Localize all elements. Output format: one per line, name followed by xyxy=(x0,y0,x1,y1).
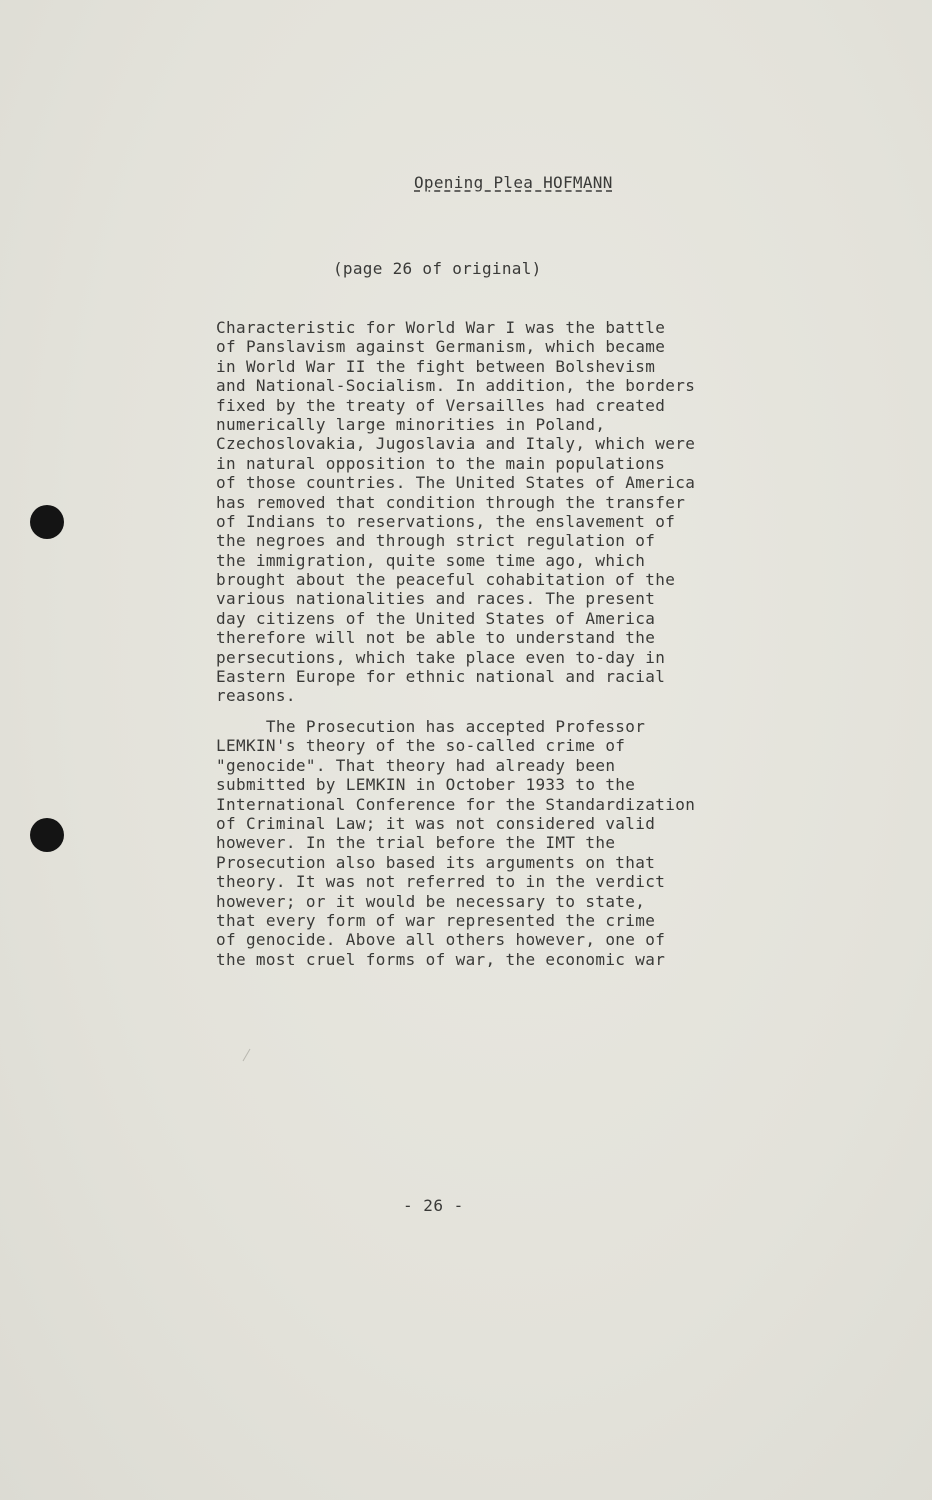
text-line: has removed that condition through the transfer xyxy=(216,492,686,512)
paragraph-2 xyxy=(216,717,816,969)
text-line: of Indians to reservations, the enslavement of xyxy=(216,511,676,531)
text-line: reasons. xyxy=(216,686,296,706)
text-line: The Prosecution has accepted Professor xyxy=(216,717,646,736)
text-line: various nationalities and races. The present xyxy=(216,589,656,609)
text-line: numerically large minorities in Poland, xyxy=(216,414,606,434)
text-line: that every form of war represented the crime xyxy=(216,910,656,930)
page-reference: (page 26 of original) xyxy=(333,259,542,278)
text-line: day citizens of the United States of America xyxy=(216,608,656,628)
text-line: of those countries. The United States of America xyxy=(216,473,696,493)
document-heading: Opening Plea HOFMANN xyxy=(414,173,613,192)
text-line: submitted by LEMKIN in October 1933 to the xyxy=(216,775,636,795)
text-line: however; or it would be necessary to state, xyxy=(216,891,646,911)
page-number: - 26 - xyxy=(403,1196,464,1215)
text-line: brought about the peaceful cohabitation of the xyxy=(216,570,676,590)
text-line: persecutions, which take place even to-day in xyxy=(216,647,666,667)
text-line: in World War II the fight between Bolshevism xyxy=(216,356,656,376)
text-line: theory. It was not referred to in the verdict xyxy=(216,872,666,892)
text-line: "genocide". That theory had already been xyxy=(216,755,616,775)
text-line: of Criminal Law; it was not considered valid xyxy=(216,813,656,833)
text-line: however. In the trial before the IMT the xyxy=(216,833,616,853)
text-line: of Panslavism against Germanism, which became xyxy=(216,337,666,357)
text-line: the most cruel forms of war, the economic war xyxy=(216,949,666,969)
text-line: in natural opposition to the main populations xyxy=(216,453,666,473)
text-line: the negroes and through strict regulation of xyxy=(216,531,656,551)
punch-hole-bottom xyxy=(30,818,64,852)
text-line: Characteristic for World War I was the battle xyxy=(216,318,666,337)
text-line: LEMKIN's theory of the so-called crime of xyxy=(216,736,626,756)
text-line: of genocide. Above all others however, one of xyxy=(216,930,666,950)
text-line: therefore will not be able to understand the xyxy=(216,628,656,648)
text-line: fixed by the treaty of Versailles had created xyxy=(216,395,666,415)
paragraph-1 xyxy=(216,318,816,706)
text-line: International Conference for the Standardization xyxy=(216,794,696,814)
text-line: the immigration, quite some time ago, which xyxy=(216,550,646,570)
text-line: and National-Socialism. In addition, the borders xyxy=(216,376,696,396)
text-line: Eastern Europe for ethnic national and racial xyxy=(216,667,666,687)
text-line: Czechoslovakia, Jugoslavia and Italy, which were xyxy=(216,434,696,454)
stray-pencil-mark xyxy=(243,1049,251,1062)
text-line: Prosecution also based its arguments on that xyxy=(216,852,656,872)
punch-hole-top xyxy=(30,505,64,539)
